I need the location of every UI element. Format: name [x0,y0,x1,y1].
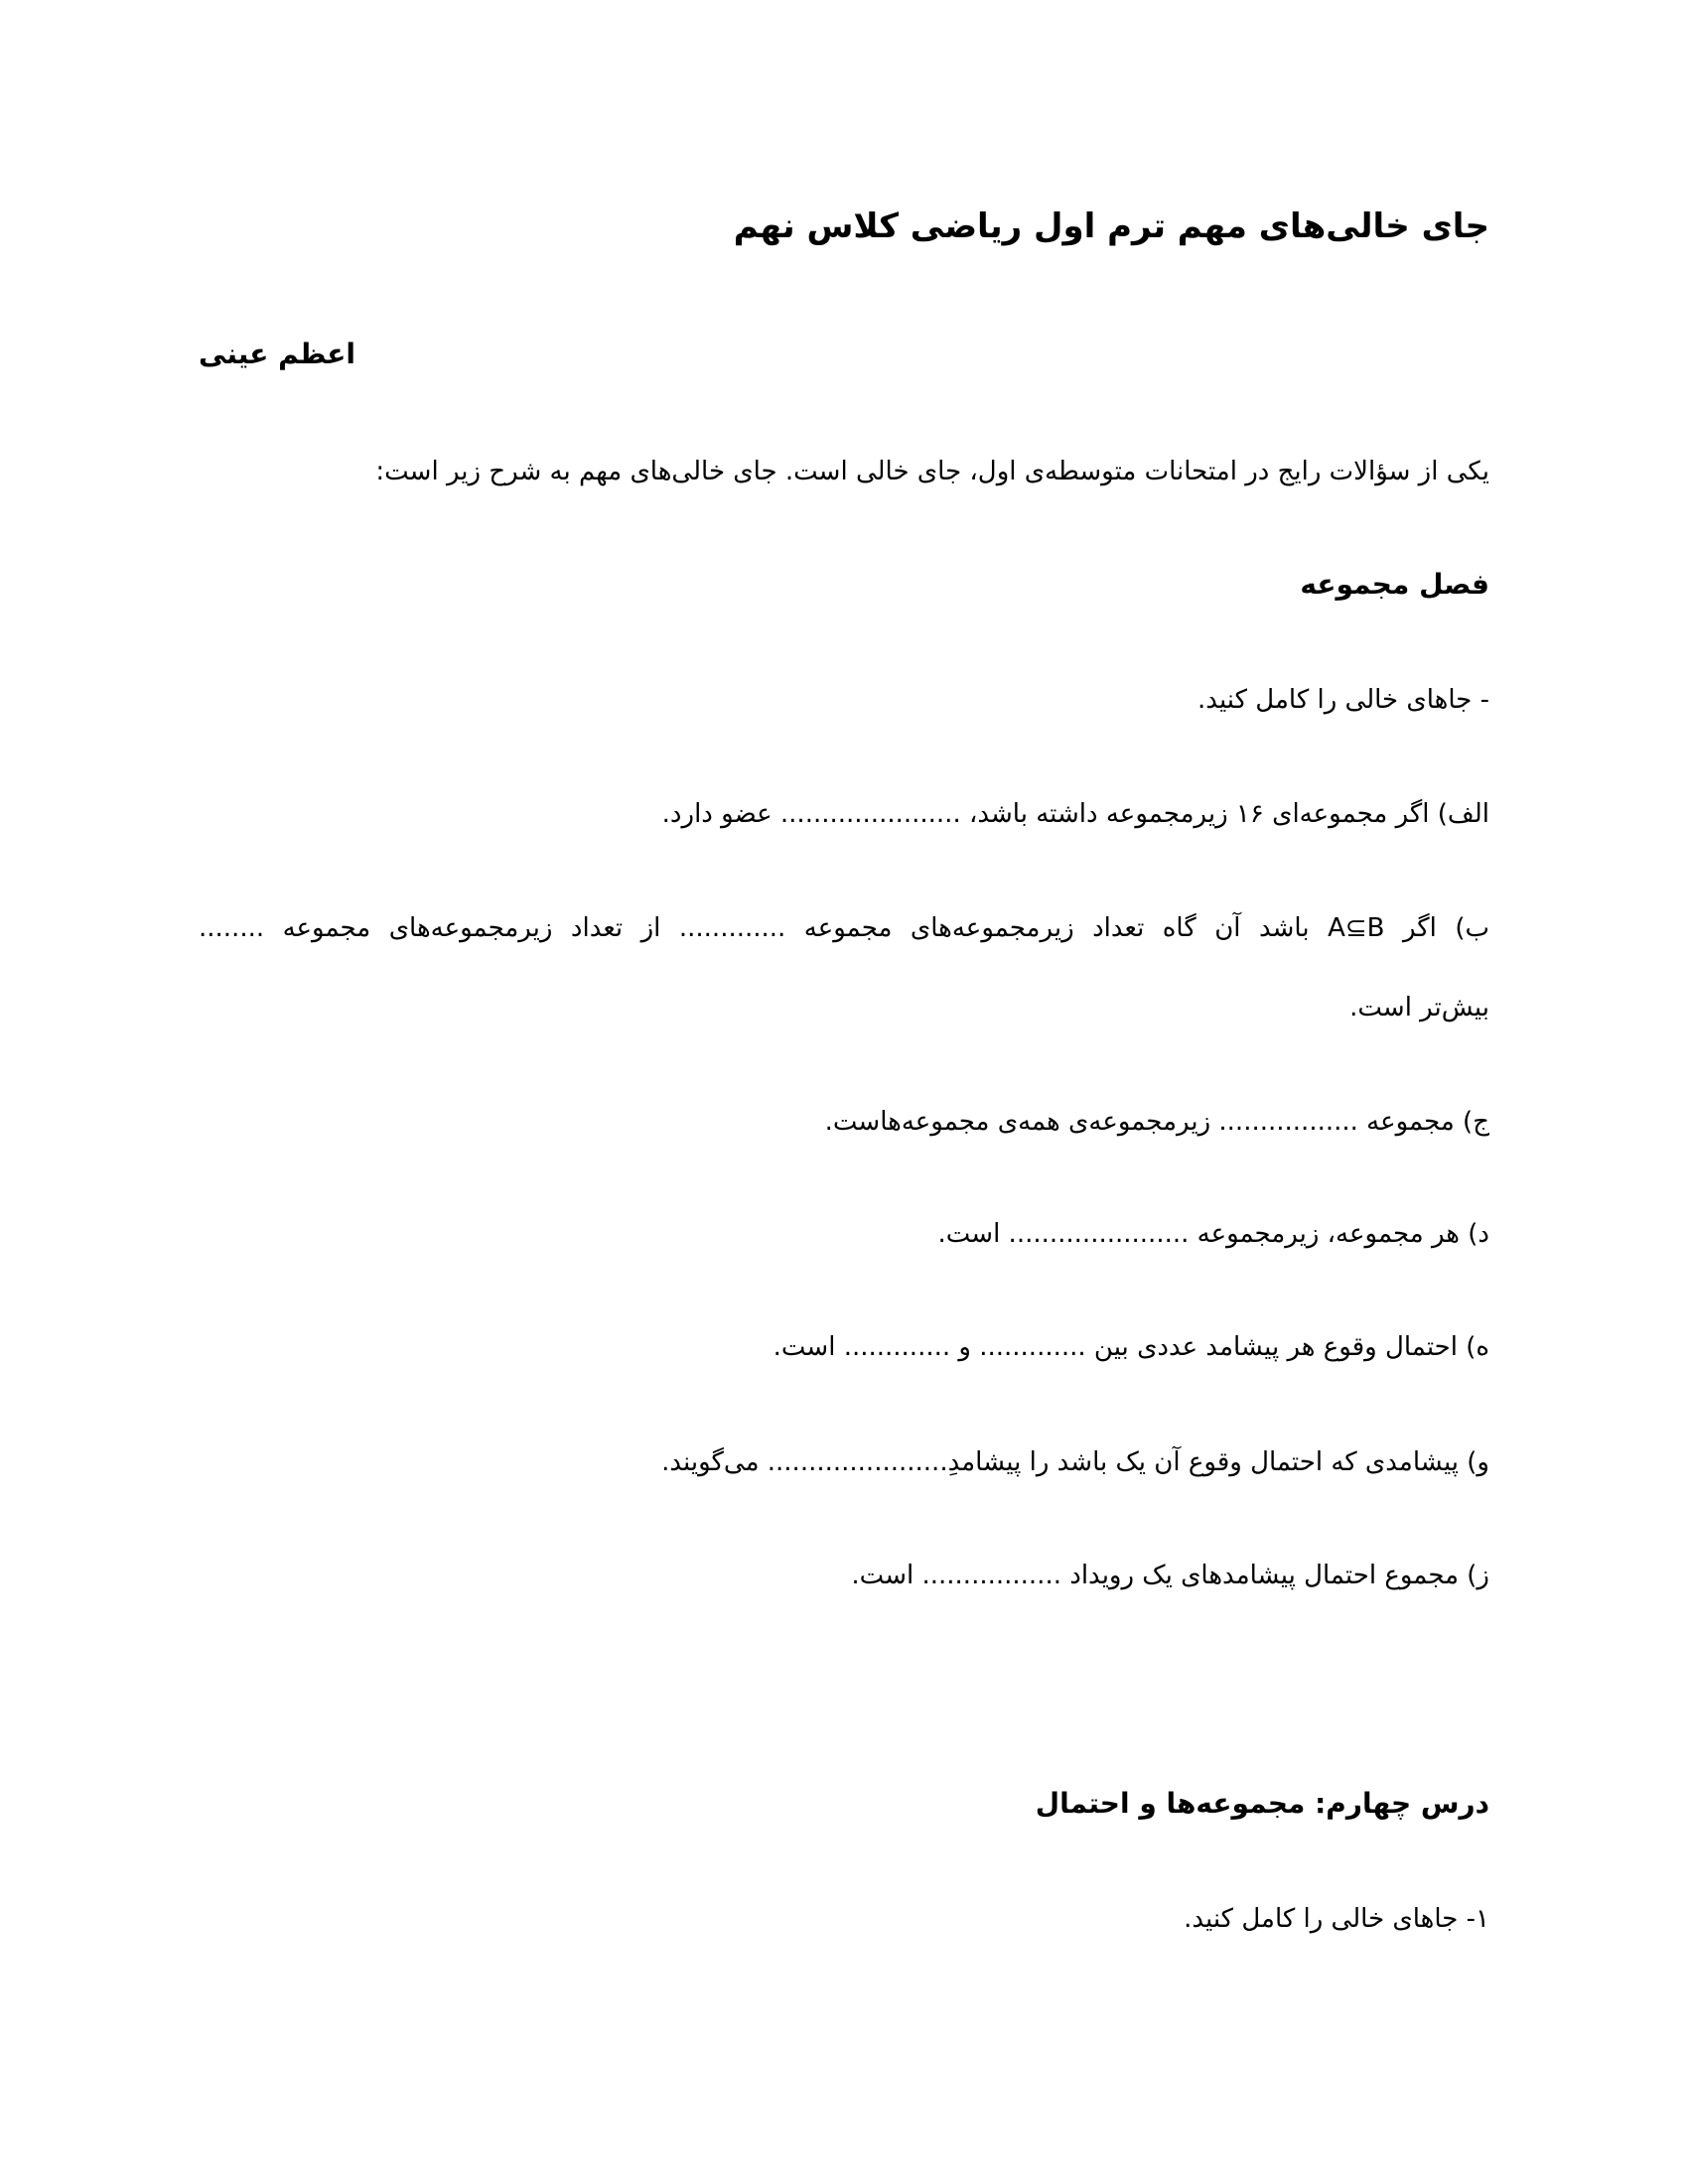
question-item-be: ب) اگر A⊆B باشد آن گاه تعداد زیرمجموعه‌های مجموعه ............. از تعداد زیرمجموعه‌های مجموعه ........ [199,913,1489,943]
instruction-fill-blanks-2: ۱- جاهای خالی را کامل کنید. [1184,1904,1489,1934]
question-item-vav: و) پیشامدی که احتمال وقوع آن یک باشد را پیشامدِ...................... می‌گویند. [661,1447,1489,1477]
question-item-jim: ج) مجموعه ................. زیرمجموعه‌ی همه‌ی مجموعه‌هاست. [824,1107,1489,1137]
instruction-fill-blanks: - جاهای خالی را کامل کنید. [1197,685,1489,715]
question-item-alef: الف) اگر مجموعه‌ای ۱۶ زیرمجموعه داشته باشد، ...................... عضو دارد. [661,799,1489,829]
page-title: جای خالی‌های مهم ترم اول ریاضی کلاس نهم [733,206,1489,246]
author-name: اعظم عینی [199,338,356,370]
question-item-ze: ز) مجموع احتمال پیشامدهای یک رویداد ................. است. [851,1561,1489,1590]
section-heading-sets: فصل مجموعه [1300,568,1489,601]
question-item-dal: د) هر مجموعه، زیرمجموعه ...................... است. [937,1219,1489,1249]
section-heading-lesson-four: درس چهارم: مجموعه‌ها و احتمال [1035,1787,1489,1820]
question-item-be-continued: بیش‌تر است. [1349,993,1489,1023]
intro-paragraph: یکی از سؤالات رایج در امتحانات متوسطه‌ی اول، جای خالی است. جای خالی‌های مهم به شرح زیر است: [375,457,1489,486]
question-item-he: ه) احتمال وقوع هر پیشامد عددی بین ............. و ............. است. [773,1332,1489,1362]
